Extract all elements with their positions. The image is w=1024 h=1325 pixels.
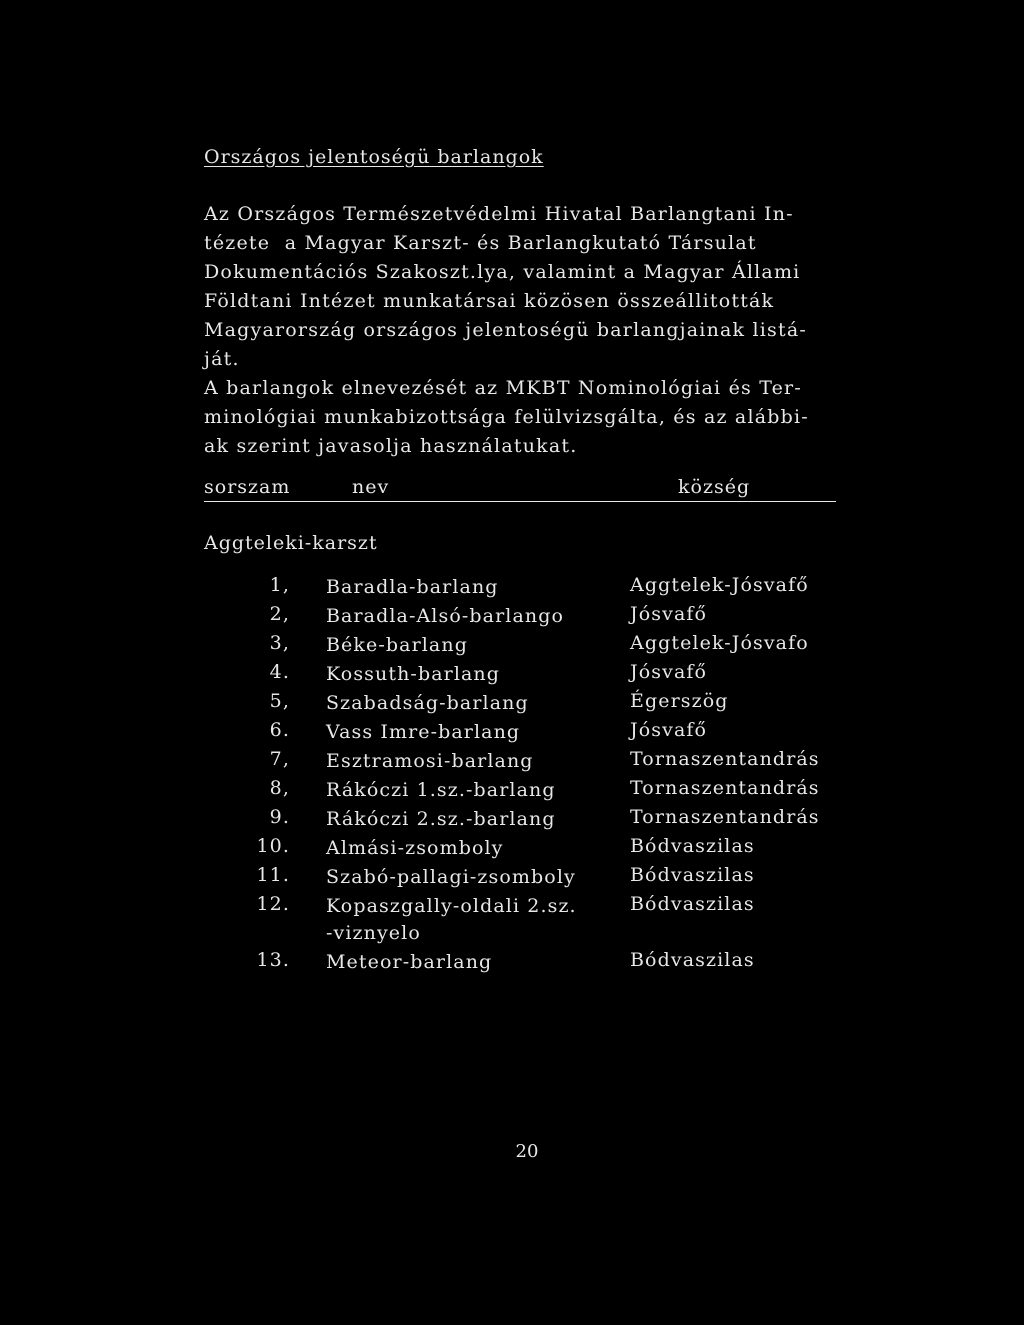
- cave-name: Esztramosi-barlang: [326, 750, 534, 772]
- column-header-number: sorszam: [204, 476, 291, 498]
- table-row: [0, 835, 1024, 864]
- intro-line: Földtani Intézet munkatársai közösen összeállitották: [204, 290, 775, 312]
- cave-town: Aggtelek-Jósvafő: [630, 574, 809, 596]
- intro-line: tézete a Magyar Karszt- és Barlangkutató Társulat: [204, 232, 757, 254]
- cave-number: 5,: [269, 690, 290, 712]
- cave-town: Jósvafő: [630, 661, 708, 683]
- cave-town: Tornaszentandrás: [630, 748, 820, 770]
- cave-list: [0, 574, 1024, 978]
- cave-town: Tornaszentandrás: [630, 806, 820, 828]
- cave-number: 11.: [256, 864, 290, 886]
- cave-name: Szabadság-barlang: [326, 692, 529, 714]
- cave-town: Jósvafő: [630, 719, 708, 741]
- table-row: [0, 632, 1024, 661]
- cave-town: Bódvaszilas: [630, 893, 755, 915]
- intro-line: Dokumentációs Szakoszt.lya, valamint a Magyar Állami: [204, 261, 801, 283]
- cave-number: 10.: [256, 835, 290, 857]
- page-title: Országos jelentoségü barlangok: [204, 146, 544, 168]
- cave-name: Meteor-barlang: [326, 951, 493, 973]
- cave-number: 4.: [269, 661, 290, 683]
- intro-line: minológiai munkabizottsága felülvizsgálta, és az alábbi-: [204, 406, 809, 428]
- table-row: [0, 603, 1024, 632]
- cave-town: Tornaszentandrás: [630, 777, 820, 799]
- cave-number: 7,: [269, 748, 290, 770]
- cave-name: Kossuth-barlang: [326, 663, 501, 685]
- cave-town: Aggtelek-Jósvafo: [630, 632, 809, 654]
- intro-line: ak szerint javasolja használatukat.: [204, 435, 578, 457]
- cave-number: 6.: [269, 719, 290, 741]
- intro-line: A barlangok elnevezését az MKBT Nominológiai és Ter-: [204, 377, 802, 399]
- cave-number: 1,: [269, 574, 290, 596]
- cave-number: 13.: [256, 949, 290, 971]
- cave-name: Baradla-Alsó-barlango: [326, 605, 565, 627]
- table-row: [0, 864, 1024, 893]
- cave-name: Almási-zsomboly: [326, 837, 504, 859]
- table-row: [0, 806, 1024, 835]
- table-row: [0, 574, 1024, 603]
- header-divider: [204, 501, 836, 502]
- intro-line: Az Országos Természetvédelmi Hivatal Barlangtani In-: [204, 203, 794, 225]
- cave-town: Bódvaszilas: [630, 949, 755, 971]
- cave-number: 3,: [269, 632, 290, 654]
- cave-name: Vass Imre-barlang: [326, 721, 521, 743]
- column-header-name: nev: [352, 476, 390, 498]
- cave-town: Jósvafő: [630, 603, 708, 625]
- cave-number: 12.: [256, 893, 290, 915]
- intro-line: Magyarország országos jelentoségü barlangjainak listá-: [204, 319, 807, 341]
- cave-name: Szabó-pallagi-zsomboly: [326, 866, 576, 888]
- cave-name: Rákóczi 1.sz.-barlang: [326, 779, 556, 801]
- page-number: 20: [515, 1141, 539, 1162]
- table-row: [0, 661, 1024, 690]
- cave-town: Bódvaszilas: [630, 864, 755, 886]
- cave-number: 2,: [269, 603, 290, 625]
- section-title: Aggteleki-karszt: [204, 532, 378, 554]
- cave-name: Baradla-barlang: [326, 576, 499, 598]
- table-row: [0, 777, 1024, 806]
- cave-town: Bódvaszilas: [630, 835, 755, 857]
- cave-name: Béke-barlang: [326, 634, 468, 656]
- table-row: [0, 949, 1024, 978]
- intro-paragraph: [204, 200, 844, 461]
- table-row: [0, 719, 1024, 748]
- table-row: [0, 690, 1024, 719]
- cave-name: Kopaszgally-oldali 2.sz. -viznyelo: [326, 895, 577, 944]
- cave-name: Rákóczi 2.sz.-barlang: [326, 808, 556, 830]
- cave-town: Égerszög: [630, 690, 729, 712]
- cave-number: 9.: [269, 806, 290, 828]
- table-row: [0, 893, 1024, 949]
- intro-line: ját.: [204, 348, 240, 370]
- column-header-town: község: [678, 476, 751, 498]
- table-row: [0, 748, 1024, 777]
- cave-number: 8,: [269, 777, 290, 799]
